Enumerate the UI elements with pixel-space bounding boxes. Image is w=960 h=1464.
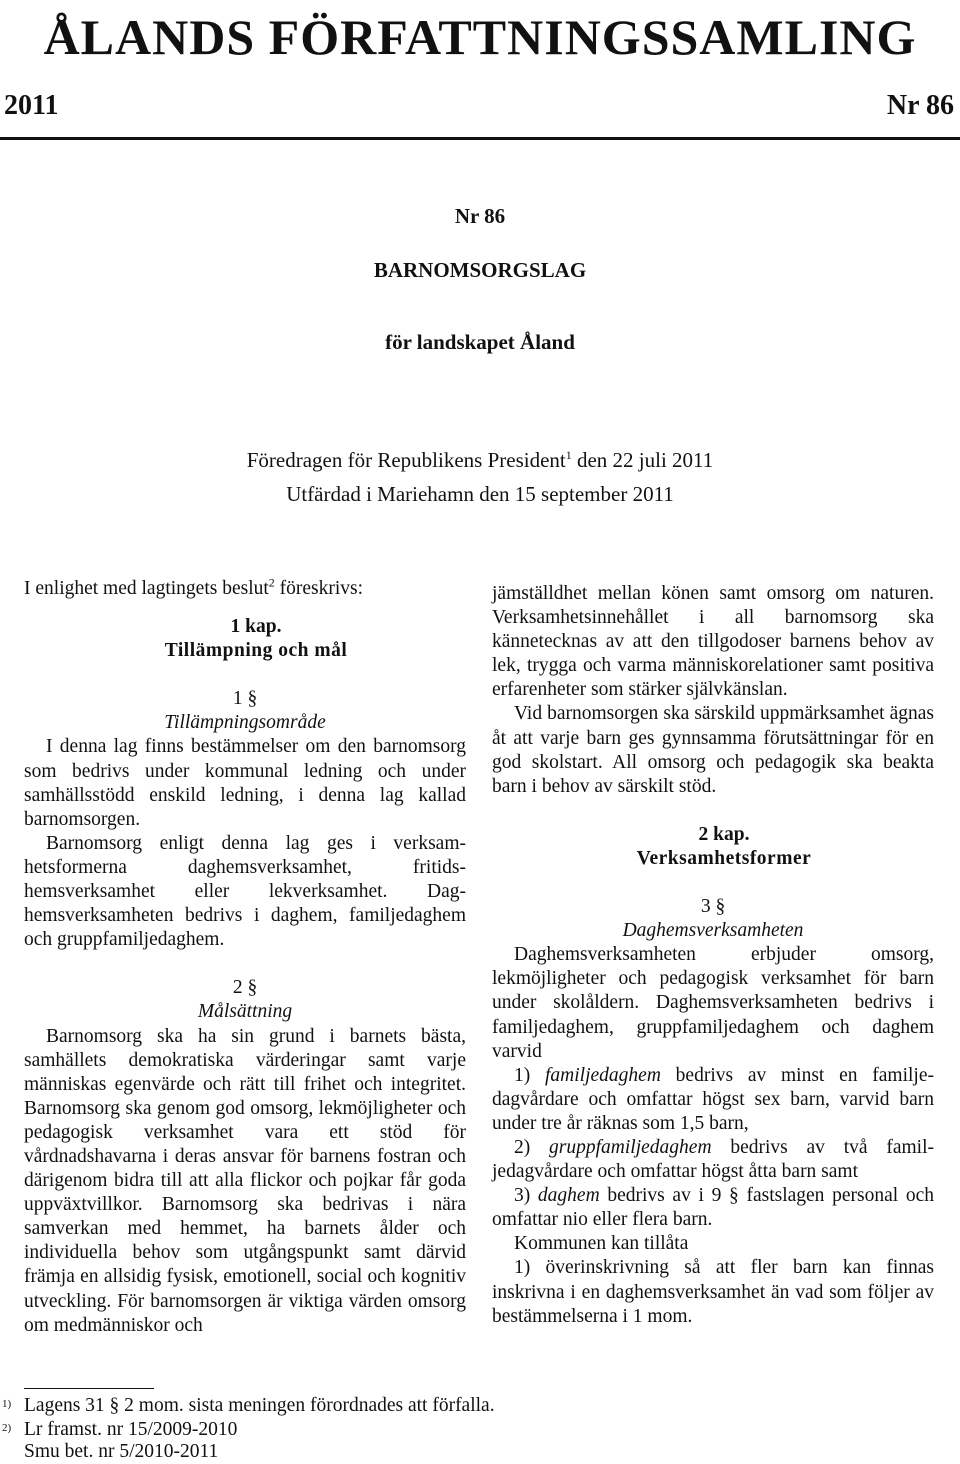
item-3-number: 3) [514,1185,538,1207]
header-year: 2011 [4,90,59,121]
item-1-term: familjedaghem [545,1064,661,1086]
law-number: Nr 86 [454,204,506,228]
section-3-paragraph-1: Daghemsverksamheten erbjuder omsorg, lekmöjligheter och pedagogisk verksamhet för barn under skolåldern. Daghemsverksamheten bedrivs i familjedaghem, gruppfamiljedaghem och daghem varvid [492,944,934,1062]
footnote-2-text: Lr framst. nr 15/2009-2010 [24,1419,238,1440]
presented-line [0,446,960,474]
law-subtitle: för landskapet Åland [385,330,575,354]
chapter-2-title: Verksamhetsformer [636,847,812,869]
section-1-title: Tillämpningsområde [164,712,326,734]
section-3-item-1 [492,1064,934,1136]
intro-tail: föreskrivs: [274,578,364,599]
section-3-paragraph-2: Kommunen kan tillåta [514,1233,689,1255]
footnote-1-text: Lagens 31 § 2 mom. sista meningen förordnades att förfalla. [24,1395,495,1416]
footnote-rule [24,1388,154,1389]
chapter-1-title: Tillämpning och mål [164,640,348,662]
section-3-title: Daghemsverksamheten [622,920,804,942]
section-3-item-2 [492,1136,934,1184]
footnote-ref-2: 2 [268,575,275,590]
chapter-1-number: 1 kap. [230,616,282,638]
footnote-1 [2,1394,495,1418]
item-2-number: 2) [514,1136,550,1158]
section-1-paragraph-1: I denna lag finns bestämmelser om den barnomsorg som bedrivs under kommunal ledning och under samhällsstödd enskild ledning, i denna lag kallad barnomsorgen. [24,736,466,830]
header-number: Nr 86 [886,90,954,121]
item-1-number: 1) [514,1064,546,1086]
intro-line [24,577,466,601]
header-rule [0,137,960,140]
presented-text: Föredragen för Republikens President [246,448,566,472]
intro-text: I enlighet med lagtingets beslut [24,578,269,599]
section-2-paragraph-2: Vid barnomsorgen ska särskild uppmärksamhet ägnas åt att varje barn ges gynnsamma förutsättningar för en god skolstart. All omsorg och pedagogik ska beakta barn i behov av särskilt stöd. [492,703,934,797]
item-2-text: bedrivs av två familjedagvårdare och omfattar högst åtta barn samt [492,1136,934,1183]
item-3-text: bedrivs av i 9 § fastslagen personal och omfattar nio eller flera barn. [492,1185,934,1231]
section-2-paragraph-1-continued: jämställdhet mellan könen samt omsorg om naturen. Verksamhetsinnehållet i all barnomsorg ska kännetecknas av att den tillgodoser barnens behov av lek, trygga och varma människorelationer samt positiva erfarenheter som stärker självkänslan. [492,583,934,701]
item-1-text: bedrivs av minst en familjedagvårdare och omfattar högst sex barn, varvid barn under tre år räknas som 1,5 barn, [492,1064,934,1134]
footnote-2 [2,1418,238,1442]
section-2-title: Målsättning [197,1001,293,1023]
item-2-term: gruppfamiljedaghem [549,1136,712,1158]
right-column [492,582,934,1329]
item-3-term: daghem [537,1185,600,1207]
section-2-paragraph-1: Barnomsorg ska ha sin grund i barnets bästa, samhällets demokratiska värderingar samt varje människas egenvärde och rätt till frihet och integritet. Barnomsorg ska genom god omsorg, lekmöjligheter och pedagogisk verksamhet vara ett stöd för vårdnadshavarna i deras ansvar för barnens fostran och därigenom bidra till att alla flickor och pojkar får goda uppväxtvillkor. Barnomsorg ska bedrivas i nära samverkan med hemmet, ha barnets ålder och individuella behov som utgångspunkt samt därvid främja en allsidig fysisk, emotionell, social och kognitiv utveckling. För barnomsorgen är viktiga värden omsorg om medmänniskor och [24,1025,466,1336]
presented-date: den 22 juli 2011 [571,448,714,472]
section-3-number: 3 § [700,896,726,918]
left-column [24,577,466,1338]
footnote-2-mark: 2) [2,1422,12,1434]
law-title: BARNOMSORGSLAG [373,258,587,282]
section-1-number: 1 § [232,688,258,710]
chapter-2-number: 2 kap. [698,823,750,845]
issued-line: Utfärdad i Mariehamn den 15 september 2011 [286,482,674,506]
section-3-item-4: 1) överinskrivning så att fler barn kan finnas inskrivna i en daghemsverksamhet än vad som följer av bestämmelserna i 1 mom. [492,1257,934,1327]
section-3-item-3 [492,1184,934,1232]
footnote-3-text: Smu bet. nr 5/2010-2011 [24,1441,219,1462]
footnote-1-mark: 1) [2,1398,12,1410]
collection-title: ÅLANDS FÖRFATTNINGSSAMLING [43,9,917,65]
section-2-number: 2 § [232,977,258,999]
footnote-ref-1: 1 [565,448,572,462]
section-1-paragraph-2: Barnomsorg enligt denna lag ges i verksamhetsformerna daghemsverksamhet, fritidshemsverksamhet eller lekverksamhet. Daghemsverksamheten bedrivs i daghem, familjedaghem och gruppfamiljedaghem. [24,832,466,951]
